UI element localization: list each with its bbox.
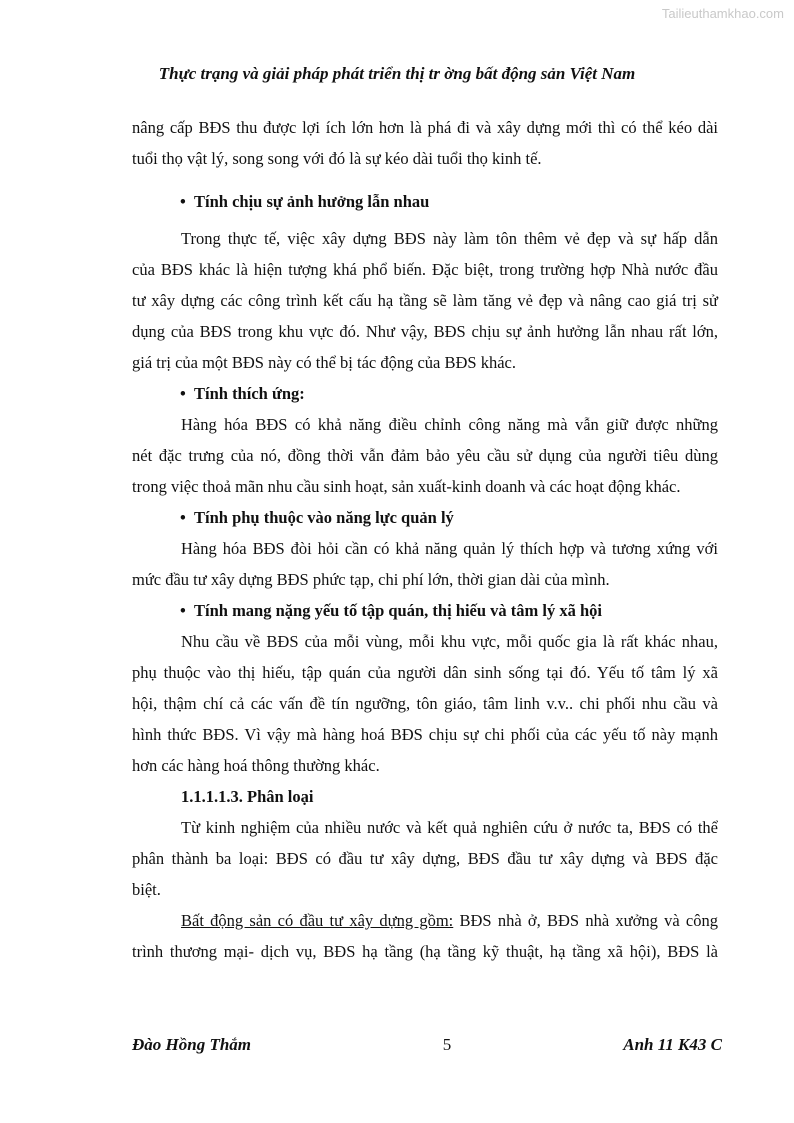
text-line: phụ thuộc vào thị hiếu, tập quán của người dân sinh sống tại đó. Yếu tố tâm lý xã: [132, 663, 718, 682]
section-heading: 1.1.1.1.3. Phân loại: [181, 787, 314, 806]
bullet-icon: •: [180, 384, 186, 403]
bullet-heading: [132, 595, 718, 626]
text-line: giá trị của một BĐS này có thể bị tác động của BĐS khác.: [132, 353, 516, 372]
text-line: Hàng hóa BĐS có khả năng điều chỉnh công năng mà vẫn giữ được những: [181, 415, 718, 434]
page-footer: [132, 1035, 722, 1059]
text-line: của BĐS khác là hiện tượng khá phổ biến. Đặc biệt, trong trường hợp Nhà nước đầu: [132, 260, 718, 279]
text-line: Nhu cầu về BĐS của mỗi vùng, mỗi khu vực, mỗi quốc gia là rất khác nhau,: [181, 632, 718, 651]
text-line: trình thương mại- dịch vụ, BĐS hạ tầng (hạ tầng kỹ thuật, hạ tầng xã hội), BĐS là: [132, 942, 718, 961]
text-line: hơn các hàng hoá thông thường khác.: [132, 756, 380, 775]
bullet-icon: •: [180, 508, 186, 527]
text-line: phân thành ba loại: BĐS có đầu tư xây dựng, BĐS đầu tư xây dựng và BĐS đặc: [132, 849, 718, 868]
text-line: nâng cấp BĐS thu được lợi ích lớn hơn là phá đi và xây dựng mới thì có thể kéo dài: [132, 118, 718, 137]
text-line: tư xây dựng các công trình kết cấu hạ tầng sẽ làm tăng vẻ đẹp và nâng cao giá trị sử: [132, 291, 718, 310]
document-body: [132, 112, 718, 967]
text-line: dụng của BĐS trong khu vực đó. Như vậy, BĐS chịu sự ảnh hưởng lẫn nhau rất lớn,: [132, 322, 718, 341]
underlined-term: Bất động sản có đầu tư xây dựng gồm:: [181, 911, 454, 930]
bullet-heading-text: Tính thích ứng:: [194, 384, 305, 403]
text-line: tuổi thọ vật lý, song song với đó là sự kéo dài tuổi thọ kinh tế.: [132, 149, 542, 168]
text-line: biệt.: [132, 880, 161, 899]
watermark: Tailieuthamkhao.com: [661, 6, 784, 21]
text-line: hội, thậm chí cả các vấn đề tín ngưỡng, tôn giáo, tâm linh v.v.. chi phối nhu cầu và: [132, 694, 718, 713]
footer-author: Đào Hồng Thắm: [132, 1035, 252, 1054]
text-line: mức đầu tư xây dựng BĐS phức tạp, chi phí lớn, thời gian dài của mình.: [132, 570, 610, 589]
text-line: Hàng hóa BĐS đòi hỏi cần có khả năng quản lý thích hợp và tương xứng với: [181, 539, 718, 558]
bullet-heading-text: Tính phụ thuộc vào năng lực quản lý: [194, 508, 454, 527]
page-header-title: Thực trạng và giải pháp phát triển thị tr ờng bất động sản Việt Nam: [158, 64, 636, 83]
bullet-heading: [132, 186, 718, 217]
footer-class: Anh 11 K43 C: [623, 1035, 722, 1054]
text-line: Trong thực tế, việc xây dựng BĐS này làm tôn thêm vẻ đẹp và sự hấp dẫn: [181, 229, 718, 248]
text-line: [132, 905, 718, 936]
page-number: 5: [442, 1035, 452, 1054]
text-line: trong việc thoả mãn nhu cầu sinh hoạt, sản xuất-kinh doanh và các hoạt động khác.: [132, 477, 681, 496]
text-line: nét đặc trưng của nó, đồng thời vẫn đảm bảo yêu cầu sử dụng của người tiêu dùng: [132, 446, 718, 465]
bullet-icon: •: [180, 192, 186, 211]
text-line: hình thức BĐS. Vì vậy mà hàng hoá BĐS chịu sự chi phối của các yếu tố này mạnh: [132, 725, 718, 744]
bullet-heading-text: Tính mang nặng yếu tố tập quán, thị hiếu và tâm lý xã hội: [194, 601, 603, 620]
bullet-heading: [132, 378, 718, 409]
text-line: Từ kinh nghiệm của nhiều nước và kết quả nghiên cứu ở nước ta, BĐS có thể: [181, 818, 718, 837]
bullet-heading-text: Tính chịu sự ảnh hưởng lẫn nhau: [194, 192, 430, 211]
bullet-icon: •: [180, 601, 186, 620]
text-run: BĐS nhà ở, BĐS nhà xưởng và công: [453, 911, 718, 930]
bullet-heading: [132, 502, 718, 533]
